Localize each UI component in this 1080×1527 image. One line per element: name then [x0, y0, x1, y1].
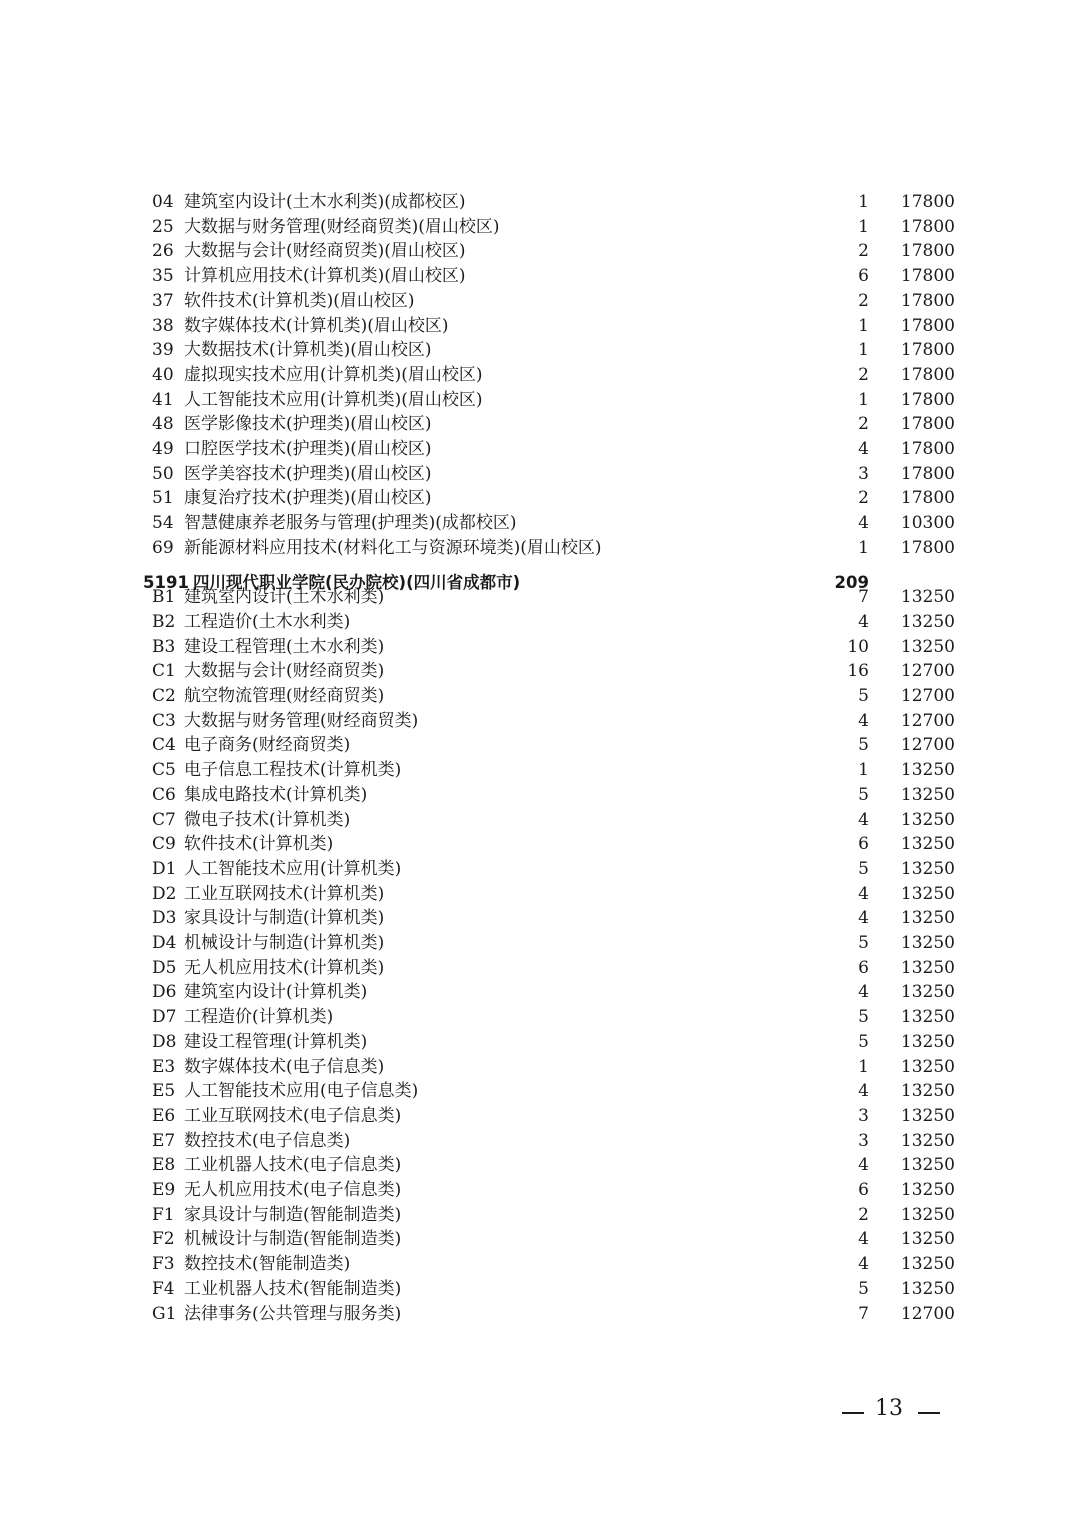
row-code: C1: [152, 661, 176, 682]
row-fee: 17800: [900, 439, 955, 459]
row-code: F2: [152, 1229, 175, 1250]
row-count: 2: [858, 414, 869, 435]
row-name: 电子信息工程技术(计算机类): [184, 760, 402, 781]
row-fee: 13250: [900, 1130, 955, 1151]
row-name: 大数据与财务管理(财经商贸类)(眉山校区): [184, 216, 500, 237]
row-name: 电子商务(财经商贸类): [184, 735, 351, 756]
row-code: D8: [152, 1031, 177, 1052]
row-name: 建设工程管理(土木水利类): [184, 636, 385, 657]
row-code: 69: [152, 537, 174, 558]
row-count: 3: [858, 1130, 869, 1151]
row-count: 1: [858, 1056, 869, 1077]
row-count: 4: [858, 982, 869, 1003]
major-row: [0, 338, 1080, 363]
row-fee: 13250: [900, 933, 955, 953]
major-row: [0, 635, 1080, 660]
row-fee: 13250: [900, 1007, 955, 1028]
row-count: 7: [858, 1303, 869, 1324]
row-code: D2: [152, 883, 177, 904]
major-row: [0, 264, 1080, 289]
row-code: 50: [152, 463, 174, 484]
row-fee: 13250: [900, 1056, 955, 1077]
row-fee: 17800: [900, 290, 955, 311]
row-count: 4: [858, 611, 869, 632]
major-row: [0, 239, 1080, 264]
row-name: 家具设计与制造(计算机类): [184, 908, 385, 929]
row-fee: 17800: [900, 192, 955, 212]
row-fee: 17800: [900, 414, 955, 435]
row-code: 54: [152, 513, 174, 534]
major-row: [0, 314, 1080, 339]
row-count: 2: [858, 241, 869, 262]
row-count: 5: [858, 784, 869, 805]
row-fee: 17800: [900, 364, 955, 385]
row-fee: 12700: [900, 1303, 955, 1324]
row-fee: 13250: [900, 1229, 955, 1250]
row-name: 数控技术(电子信息类): [184, 1130, 351, 1151]
row-name: 软件技术(计算机类): [184, 834, 334, 855]
row-fee: 13250: [900, 1278, 955, 1299]
major-row: [0, 882, 1080, 907]
row-name: 医学美容技术(护理类)(眉山校区): [184, 463, 432, 484]
major-row: [0, 585, 1080, 610]
row-code: D6: [152, 982, 177, 1003]
major-row: [0, 758, 1080, 783]
row-fee: 12700: [900, 661, 955, 682]
row-fee: 17800: [900, 266, 955, 287]
row-count: 1: [858, 192, 869, 212]
right-dash: [918, 1412, 940, 1414]
row-name: 虚拟现实技术应用(计算机类)(眉山校区): [184, 364, 483, 385]
row-fee: 12700: [900, 686, 955, 706]
row-name: 工业机器人技术(电子信息类): [184, 1155, 402, 1176]
major-row: [0, 906, 1080, 931]
major-row: [0, 808, 1080, 833]
major-row: [0, 1302, 1080, 1327]
row-code: D4: [152, 933, 177, 953]
major-row: [0, 684, 1080, 709]
row-name: 工程造价(计算机类): [184, 1007, 334, 1028]
row-count: 1: [858, 340, 869, 361]
major-row: [0, 659, 1080, 684]
row-code: D1: [152, 858, 177, 879]
row-count: 1: [858, 216, 869, 237]
major-row: [0, 1129, 1080, 1154]
row-code: F3: [152, 1254, 175, 1275]
left-dash: [842, 1412, 864, 1414]
row-count: 7: [858, 587, 869, 608]
row-name: 计算机应用技术(计算机类)(眉山校区): [184, 266, 466, 287]
row-name: 智慧健康养老服务与管理(护理类)(成都校区): [184, 513, 517, 534]
row-name: 工业机器人技术(智能制造类): [184, 1278, 402, 1299]
row-code: B1: [152, 587, 176, 608]
row-name: 软件技术(计算机类)(眉山校区): [184, 290, 415, 311]
row-code: 40: [152, 364, 174, 385]
row-code: F4: [152, 1278, 175, 1299]
major-row: [0, 1203, 1080, 1228]
major-row: [0, 215, 1080, 240]
row-fee: 17800: [900, 315, 955, 336]
row-name: 新能源材料应用技术(材料化工与资源环境类)(眉山校区): [184, 537, 602, 558]
row-count: 6: [858, 1180, 869, 1200]
major-row: [0, 610, 1080, 635]
major-row: [0, 363, 1080, 388]
row-code: 26: [152, 241, 174, 262]
row-code: E3: [152, 1056, 176, 1077]
row-code: 25: [152, 216, 174, 237]
row-count: 4: [858, 1254, 869, 1275]
row-fee: 13250: [900, 611, 955, 632]
row-fee: 13250: [900, 784, 955, 805]
major-row: [0, 412, 1080, 437]
major-row: [0, 289, 1080, 314]
row-count: 4: [858, 1229, 869, 1250]
major-row: [0, 1005, 1080, 1030]
row-count: 16: [847, 661, 869, 682]
row-name: 建设工程管理(计算机类): [184, 1031, 368, 1052]
major-row: [0, 1178, 1080, 1203]
row-fee: 13250: [900, 858, 955, 879]
page-number: 13: [875, 1396, 903, 1421]
row-name: 人工智能技术应用(电子信息类): [184, 1081, 419, 1102]
row-code: B3: [152, 636, 176, 657]
row-code: D7: [152, 1007, 177, 1028]
row-count: 5: [858, 1031, 869, 1052]
row-count: 6: [858, 266, 869, 287]
row-count: 4: [858, 908, 869, 929]
row-fee: 13250: [900, 957, 955, 978]
row-name: 工程造价(土木水利类): [184, 611, 351, 632]
row-count: 5: [858, 858, 869, 879]
row-name: 工业互联网技术(计算机类): [184, 883, 385, 904]
major-row: [0, 733, 1080, 758]
row-count: 4: [858, 1081, 869, 1102]
row-name: 微电子技术(计算机类): [184, 809, 351, 830]
row-code: 5191: [143, 572, 189, 592]
major-row: [0, 1030, 1080, 1055]
row-code: 48: [152, 414, 174, 435]
row-code: E6: [152, 1105, 176, 1126]
row-code: 38: [152, 315, 174, 336]
row-code: D3: [152, 908, 177, 929]
major-row: [0, 437, 1080, 462]
row-name: 口腔医学技术(护理类)(眉山校区): [184, 439, 432, 459]
row-count: 3: [858, 463, 869, 484]
row-name: 集成电路技术(计算机类): [184, 784, 368, 805]
row-fee: 13250: [900, 1180, 955, 1200]
row-name: 大数据与会计(财经商贸类)(眉山校区): [184, 241, 466, 262]
major-row: [0, 709, 1080, 734]
row-name: 人工智能技术应用(计算机类): [184, 858, 402, 879]
major-row: [0, 1227, 1080, 1252]
major-row: [0, 462, 1080, 487]
row-fee: 13250: [900, 809, 955, 830]
row-count: 5: [858, 686, 869, 706]
row-code: 04: [152, 192, 174, 212]
major-row: [0, 1252, 1080, 1277]
row-code: C4: [152, 735, 176, 756]
row-count: 1: [858, 315, 869, 336]
row-name: 建筑室内设计(计算机类): [184, 982, 368, 1003]
row-fee: 10300: [900, 513, 955, 534]
row-count: 2: [858, 488, 869, 509]
row-count: 5: [858, 933, 869, 953]
row-fee: 13250: [900, 883, 955, 904]
row-name: 建筑室内设计(土木水利类)(成都校区): [184, 192, 466, 212]
major-row: [0, 783, 1080, 808]
row-fee: 13250: [900, 1081, 955, 1102]
major-row: [0, 511, 1080, 536]
major-row: [0, 1055, 1080, 1080]
row-code: 41: [152, 389, 174, 410]
row-name: 大数据与财务管理(财经商贸类): [184, 710, 419, 731]
row-name: 建筑室内设计(土木水利类): [184, 587, 385, 608]
row-fee: 13250: [900, 908, 955, 929]
row-code: E8: [152, 1155, 176, 1176]
row-count: 6: [858, 834, 869, 855]
row-count: 4: [858, 883, 869, 904]
row-fee: 17800: [900, 488, 955, 509]
row-fee: 13250: [900, 1254, 955, 1275]
row-count: 5: [858, 1278, 869, 1299]
row-code: F1: [152, 1204, 175, 1225]
row-code: D5: [152, 957, 177, 978]
row-count: 4: [858, 809, 869, 830]
row-count: 2: [858, 290, 869, 311]
row-name: 数字媒体技术(计算机类)(眉山校区): [184, 315, 449, 336]
row-name: 家具设计与制造(智能制造类): [184, 1204, 402, 1225]
major-row: [0, 857, 1080, 882]
row-count: 209: [834, 572, 869, 592]
row-fee: 13250: [900, 760, 955, 781]
row-code: 35: [152, 266, 174, 287]
row-count: 1: [858, 760, 869, 781]
row-code: C2: [152, 686, 176, 706]
row-code: C9: [152, 834, 176, 855]
row-code: 37: [152, 290, 174, 311]
major-row: [0, 1277, 1080, 1302]
row-code: E9: [152, 1180, 176, 1200]
row-fee: 12700: [900, 710, 955, 731]
row-count: 2: [858, 364, 869, 385]
row-fee: 13250: [900, 1031, 955, 1052]
row-fee: 13250: [900, 1155, 955, 1176]
row-count: 1: [858, 389, 869, 410]
row-code: E7: [152, 1130, 176, 1151]
row-code: 51: [152, 488, 174, 509]
row-fee: 17800: [900, 241, 955, 262]
row-count: 5: [858, 1007, 869, 1028]
row-fee: 17800: [900, 216, 955, 237]
row-count: 1: [858, 537, 869, 558]
row-count: 4: [858, 710, 869, 731]
major-row: [0, 536, 1080, 561]
major-row: [0, 956, 1080, 981]
row-count: 4: [858, 1155, 869, 1176]
row-code: C7: [152, 809, 176, 830]
row-code: B2: [152, 611, 176, 632]
row-code: 49: [152, 439, 174, 459]
major-row: [0, 1079, 1080, 1104]
row-code: C5: [152, 760, 176, 781]
major-row: [0, 388, 1080, 413]
row-name: 工业互联网技术(电子信息类): [184, 1105, 402, 1126]
row-name: 数控技术(智能制造类): [184, 1254, 351, 1275]
row-fee: 13250: [900, 587, 955, 608]
row-name: 大数据技术(计算机类)(眉山校区): [184, 340, 432, 361]
row-fee: 17800: [900, 463, 955, 484]
row-name: 航空物流管理(财经商贸类): [184, 686, 385, 706]
row-fee: 17800: [900, 537, 955, 558]
row-name: 无人机应用技术(电子信息类): [184, 1180, 402, 1200]
row-fee: 13250: [900, 982, 955, 1003]
row-code: G1: [152, 1303, 177, 1324]
row-fee: 13250: [900, 834, 955, 855]
row-fee: 13250: [900, 1204, 955, 1225]
row-count: 2: [858, 1204, 869, 1225]
row-count: 6: [858, 957, 869, 978]
row-code: E5: [152, 1081, 176, 1102]
row-fee: 17800: [900, 389, 955, 410]
row-name: 法律事务(公共管理与服务类): [184, 1303, 402, 1324]
major-row: [0, 190, 1080, 215]
row-name: 四川现代职业学院(民办院校)(四川省成都市): [193, 572, 521, 592]
row-fee: 17800: [900, 340, 955, 361]
row-fee: 12700: [900, 735, 955, 756]
row-code: 39: [152, 340, 174, 361]
row-count: 4: [858, 513, 869, 534]
major-row: [0, 1104, 1080, 1129]
row-count: 5: [858, 735, 869, 756]
row-code: C6: [152, 784, 176, 805]
row-name: 机械设计与制造(智能制造类): [184, 1229, 402, 1250]
major-row: [0, 931, 1080, 956]
row-name: 无人机应用技术(计算机类): [184, 957, 385, 978]
row-name: 康复治疗技术(护理类)(眉山校区): [184, 488, 432, 509]
row-count: 4: [858, 439, 869, 459]
row-count: 3: [858, 1105, 869, 1126]
row-name: 医学影像技术(护理类)(眉山校区): [184, 414, 432, 435]
row-name: 人工智能技术应用(计算机类)(眉山校区): [184, 389, 483, 410]
row-name: 大数据与会计(财经商贸类): [184, 661, 385, 682]
major-row: [0, 832, 1080, 857]
row-fee: 13250: [900, 636, 955, 657]
row-name: 机械设计与制造(计算机类): [184, 933, 385, 953]
row-count: 10: [847, 636, 869, 657]
major-row: [0, 486, 1080, 511]
row-fee: 13250: [900, 1105, 955, 1126]
major-row: [0, 1153, 1080, 1178]
major-row: [0, 980, 1080, 1005]
row-code: C3: [152, 710, 176, 731]
row-name: 数字媒体技术(电子信息类): [184, 1056, 385, 1077]
